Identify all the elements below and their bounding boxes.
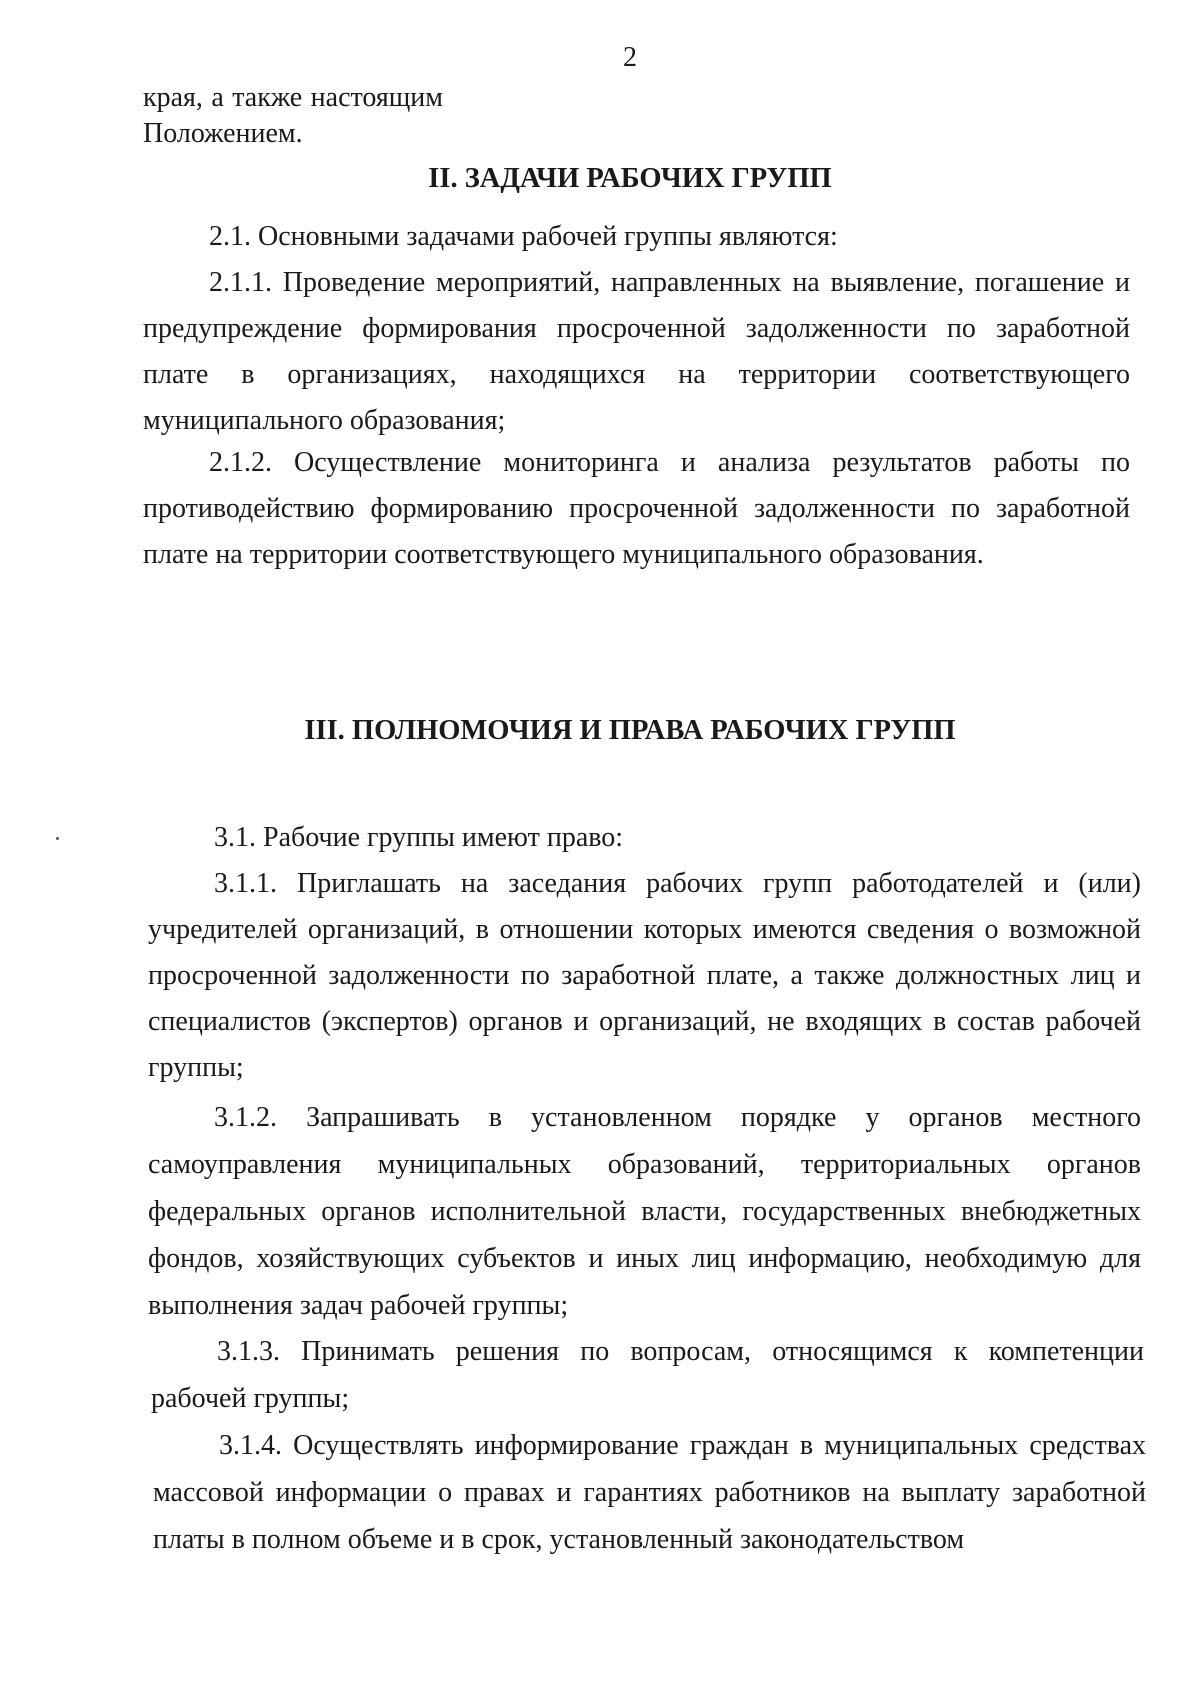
section-2-heading: II. ЗАДАЧИ РАБОЧИХ ГРУПП — [428, 163, 832, 194]
paragraph-2-1-2: 2.1.2. Осуществление мониторинга и анализа результатов работы по противодействию формированию просроченной задолженности по заработной плате на территории соответствующего муниципального образования. — [143, 447, 1130, 570]
paragraph-3-1: 3.1. Рабочие группы имеют право: — [214, 822, 624, 853]
paragraph-3-1-3: 3.1.3. Принимать решения по вопросам, относящимся к компетенции рабочей группы; — [151, 1336, 1144, 1414]
paragraph-3-1-4: 3.1.4. Осуществлять информирование граждан в муниципальных средствах массовой информации о правах и гарантиях работников на выплату заработной платы в полном объеме и в срок, установленный законодательством — [153, 1430, 1146, 1555]
intro-text: края, а также настоящим Положением. — [143, 82, 443, 149]
paragraph-3-1-1: 3.1.1. Приглашать на заседания рабочих групп работодателей и (или) учредителей организаций, в отношении которых имеются сведения о возможной просроченной задолженности по заработной плате, а также должностных лиц и специалистов (экспертов) органов и организаций, не входящих в состав рабочей группы; — [148, 868, 1141, 1083]
page-number: 2 — [623, 42, 637, 73]
scan-speck — [56, 837, 59, 840]
section-3-heading: III. ПОЛНОМОЧИЯ И ПРАВА РАБОЧИХ ГРУПП — [304, 715, 956, 746]
paragraph-2-1: 2.1. Основными задачами рабочей группы являются: — [209, 221, 838, 252]
paragraph-2-1-1: 2.1.1. Проведение мероприятий, направленных на выявление, погашение и предупреждение формирования просроченной задолженности по заработной плате в организациях, находящихся на территории соответствующего муниципального образования; — [143, 267, 1130, 436]
paragraph-3-1-2: 3.1.2. Запрашивать в установленном порядке у органов местного самоуправления муниципальных образований, территориальных органов федеральных органов исполнительной власти, государственных внебюджетных фондов, хозяйствующих субъектов и иных лиц информацию, необходимую для выполнения задач рабочей группы; — [148, 1102, 1141, 1321]
